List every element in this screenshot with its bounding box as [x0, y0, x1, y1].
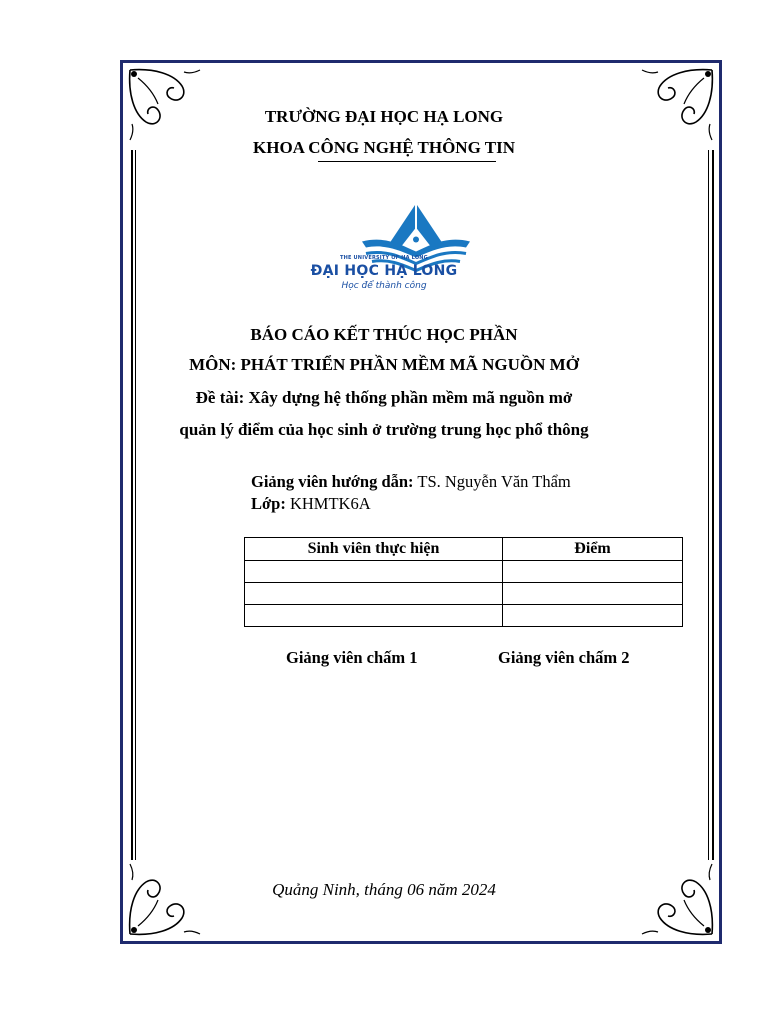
- table-header-row: [245, 538, 683, 561]
- table-row: [245, 583, 683, 605]
- cell-score: [503, 583, 683, 605]
- class-value: KHMTK6A: [289, 494, 371, 513]
- topic-text-1: Xây dựng hệ thống phần mềm mã nguồn mở: [248, 388, 573, 407]
- table-row: [245, 605, 683, 627]
- corner-ornament-top-left: [124, 64, 204, 144]
- logo-slogan: Học để thành công: [341, 281, 427, 291]
- logo-english-name: THE UNIVERSITY OF HA LONG: [340, 255, 428, 261]
- logo-name: ĐẠI HỌC HẠ LONG: [310, 263, 458, 279]
- supervisor-value: TS. Nguyễn Văn Thẩm: [417, 472, 571, 491]
- cell-student: [245, 583, 503, 605]
- supervisor-label: Giảng viên hướng dẫn:: [251, 472, 414, 491]
- faculty-name: KHOA CÔNG NGHỆ THÔNG TIN: [253, 138, 515, 157]
- university-name: TRƯỜNG ĐẠI HỌC HẠ LONG: [264, 107, 504, 126]
- supervisor-line: [251, 472, 571, 492]
- table-row: [245, 561, 683, 583]
- students-table: [244, 537, 683, 627]
- subject-title: MÔN: PHÁT TRIỂN PHẦN MỀM MÃ NGUỒN MỞ: [189, 355, 579, 374]
- header-student: Sinh viên thực hiện: [245, 538, 503, 561]
- cell-score: [503, 605, 683, 627]
- class-line: [251, 494, 371, 514]
- cell-score: [503, 561, 683, 583]
- grader-2-label: Giảng viên chấm 2: [498, 648, 630, 667]
- faculty-underline: [318, 161, 496, 162]
- corner-ornament-top-right: [638, 64, 718, 144]
- topic-label: Đề tài:: [195, 388, 245, 407]
- topic-line-2: quản lý điểm của học sinh ở trường trung học phổ thông: [179, 420, 589, 439]
- corner-ornament-bottom-right: [638, 860, 718, 940]
- place-date: Quảng Ninh, tháng 06 năm 2024: [272, 880, 496, 899]
- report-title: BÁO CÁO KẾT THÚC HỌC PHẦN: [250, 325, 518, 344]
- grader-1-label: Giảng viên chấm 1: [286, 648, 418, 667]
- header-score: Điểm: [503, 538, 683, 561]
- corner-ornament-bottom-left: [124, 860, 204, 940]
- cell-student: [245, 561, 503, 583]
- topic-line-1: [0, 388, 768, 408]
- class-label: Lớp:: [251, 494, 286, 513]
- cell-student: [245, 605, 503, 627]
